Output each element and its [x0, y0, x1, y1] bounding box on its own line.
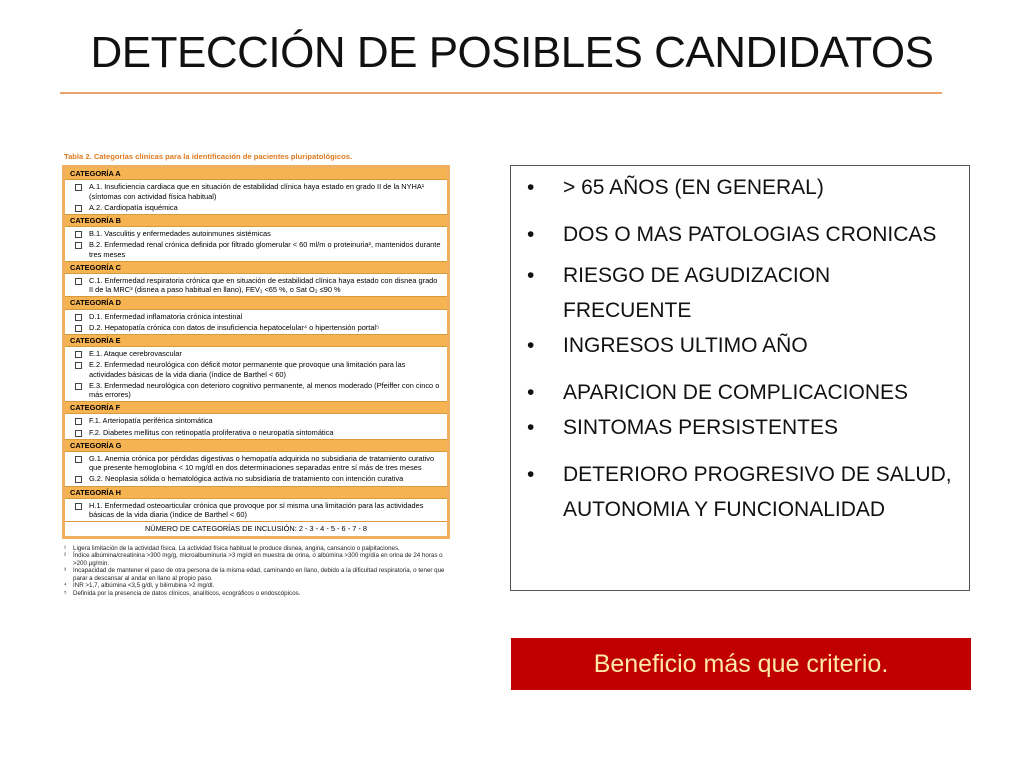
table-total: NÚMERO DE CATEGORÍAS DE INCLUSIÓN: 2 - 3 - 4 - 5 - 6 - 7 - 8: [144, 524, 368, 534]
category-item: A.2. Cardiopatía isquémica: [65, 202, 447, 213]
category-item: B.2. Enfermedad renal crónica definida por filtrado glomerular < 60 ml/m o proteinuria², mantenidos durante tres meses: [65, 239, 447, 259]
category-items: [65, 499, 447, 522]
criteria-item: [525, 217, 955, 252]
category-header: CATEGORÍA H: [65, 487, 447, 499]
table-caption: Tabla 2. Categorías clínicas para la identificación de pacientes pluripatológicos.: [64, 152, 353, 161]
category-item: E.2. Enfermedad neurológica con déficit motor permanente que provoque una limitación para las actividades básicas de la vida diaria (índice de Barthel < 60): [65, 359, 447, 379]
footnote-text: Índice albúmina/creatinina >300 mg/g, microalbuminuria >3 mg/dl en muestra de orina, o albúmina >300 mg/día en orina de 24 horas o >200 µg/min.: [73, 552, 443, 567]
table-box: [62, 165, 450, 538]
category-item: G.1. Anemia crónica por pérdidas digestivas o hemopatía adquirida no subsidiaria de tratamiento curativo que presente hemoglobina < 10 mg/dl en dos determinaciones separadas entre sí más de tres meses: [65, 453, 447, 473]
footnote-number: ³: [64, 567, 67, 575]
slide-title: DETECCIÓN DE POSIBLES CANDIDATOS: [90, 28, 934, 77]
footnote-number: ²: [64, 552, 67, 560]
category-item: G.2. Neoplasia sólida o hematológica activa no subsidiaria de tratamiento con intención curativa: [65, 473, 447, 484]
criteria-text: DETERIORO PROGRESIVO DE SALUD, AUTONOMIA Y FUNCIONALIDAD: [563, 463, 952, 521]
footnote-text: INR >1,7, albúmina <3,5 g/dl, y bilirrubina >2 mg/dl.: [73, 582, 215, 590]
category-item: A.1. Insuficiencia cardiaca que en situación de estabilidad clínica haya estado en grado II de la NYHA¹ (síntomas con actividad física habitual): [65, 181, 447, 201]
criteria-text: APARICION DE COMPLICACIONES: [563, 381, 909, 404]
category-items: [65, 310, 447, 335]
category-header: CATEGORÍA B: [65, 215, 447, 227]
table-notes: [62, 545, 450, 598]
category-items: [65, 227, 447, 262]
category-header: CATEGORÍA G: [65, 440, 447, 452]
bullet-icon: •: [527, 416, 535, 439]
footnote-text: Ligera limitación de la actividad física. La actividad física habitual le produce disnea, angina, cansancio o palpitaciones.: [73, 544, 400, 552]
category-header: CATEGORÍA F: [65, 402, 447, 414]
criteria-text: INGRESOS ULTIMO AÑO: [563, 334, 808, 357]
footnote-text: Incapacidad de mantener el paso de otra persona de la misma edad, caminando en llano, debido a la dificultad respiratoria, o tener que parar a descansar al andar en llano al propio paso.: [73, 567, 445, 582]
criteria-item: [525, 258, 955, 328]
category-items: [65, 180, 447, 215]
footnote-number: ⁴: [64, 582, 67, 590]
footnote-text: Definida por la presencia de datos clínicos, analíticos, ecográficos o endoscópicos.: [73, 590, 301, 598]
category-header: CATEGORÍA D: [65, 297, 447, 309]
footnote-number: ⁵: [64, 590, 67, 598]
bullet-icon: •: [527, 381, 535, 404]
footnote: [64, 552, 450, 567]
criteria-item: [525, 416, 955, 440]
conclusion-banner: Beneficio más que criterio.: [511, 638, 971, 690]
category-item: F.1. Arteriopatía periférica sintomática: [65, 415, 447, 426]
criteria-text: > 65 AÑOS (EN GENERAL): [563, 176, 824, 199]
category-header: CATEGORÍA C: [65, 262, 447, 274]
footnote: [64, 582, 450, 590]
bullet-icon: •: [527, 176, 535, 199]
category-item: H.1. Enfermedad osteoarticular crónica que provoque por sí misma una limitación para las actividades básicas de la vida diaria (índice de Barthel < 60): [65, 500, 447, 520]
bullet-icon: •: [527, 264, 535, 287]
category-item: C.1. Enfermedad respiratoria crónica que en situación de estabilidad clínica haya estado con disnea grado II de la MRC³ (disnea a paso habitual en llano), FEV₁ <65 %, o Sat O₂ ≤90 %: [65, 275, 447, 295]
category-items: [65, 452, 447, 487]
criteria-text: RIESGO DE AGUDIZACION FRECUENTE: [563, 264, 831, 322]
category-items: [65, 414, 447, 439]
category-header: CATEGORÍA E: [65, 335, 447, 347]
category-item: D.2. Hepatopatía crónica con datos de insuficiencia hepatocelular⁴ o hipertensión portal⁵: [65, 322, 447, 333]
category-item: D.1. Enfermedad inflamatoria crónica intestinal: [65, 311, 447, 322]
category-items: [65, 347, 447, 402]
criteria-item: [525, 334, 955, 358]
bullet-icon: •: [527, 463, 535, 486]
footnote: [64, 590, 450, 598]
criteria-text: SINTOMAS PERSISTENTES: [563, 416, 838, 439]
criteria-item: [525, 176, 955, 200]
category-item: B.1. Vasculitis y enfermedades autoinmunes sistémicas: [65, 228, 447, 239]
category-item: E.3. Enfermedad neurológica con deterioro cognitivo permanente, al menos moderado (Pfeiffer con cinco o más errores): [65, 380, 447, 400]
category-items: [65, 274, 447, 297]
criteria-text: DOS O MAS PATOLOGIAS CRONICAS: [563, 223, 937, 246]
bullet-icon: •: [527, 223, 535, 246]
footnote: [64, 567, 450, 582]
category-item: F.2. Diabetes mellitus con retinopatía proliferativa o neuropatía sintomática: [65, 427, 447, 438]
criteria-item: [525, 375, 955, 410]
title-divider: [60, 92, 942, 94]
category-header: CATEGORÍA A: [65, 168, 447, 180]
criteria-list: [525, 176, 955, 527]
criteria-item: [525, 457, 955, 527]
criteria-box: [510, 165, 970, 591]
categories-table: [62, 152, 450, 598]
footnote: [64, 545, 450, 553]
bullet-icon: •: [527, 334, 535, 357]
table-body: [65, 168, 447, 522]
category-item: E.1. Ataque cerebrovascular: [65, 348, 447, 359]
footnote-number: ¹: [64, 544, 67, 552]
